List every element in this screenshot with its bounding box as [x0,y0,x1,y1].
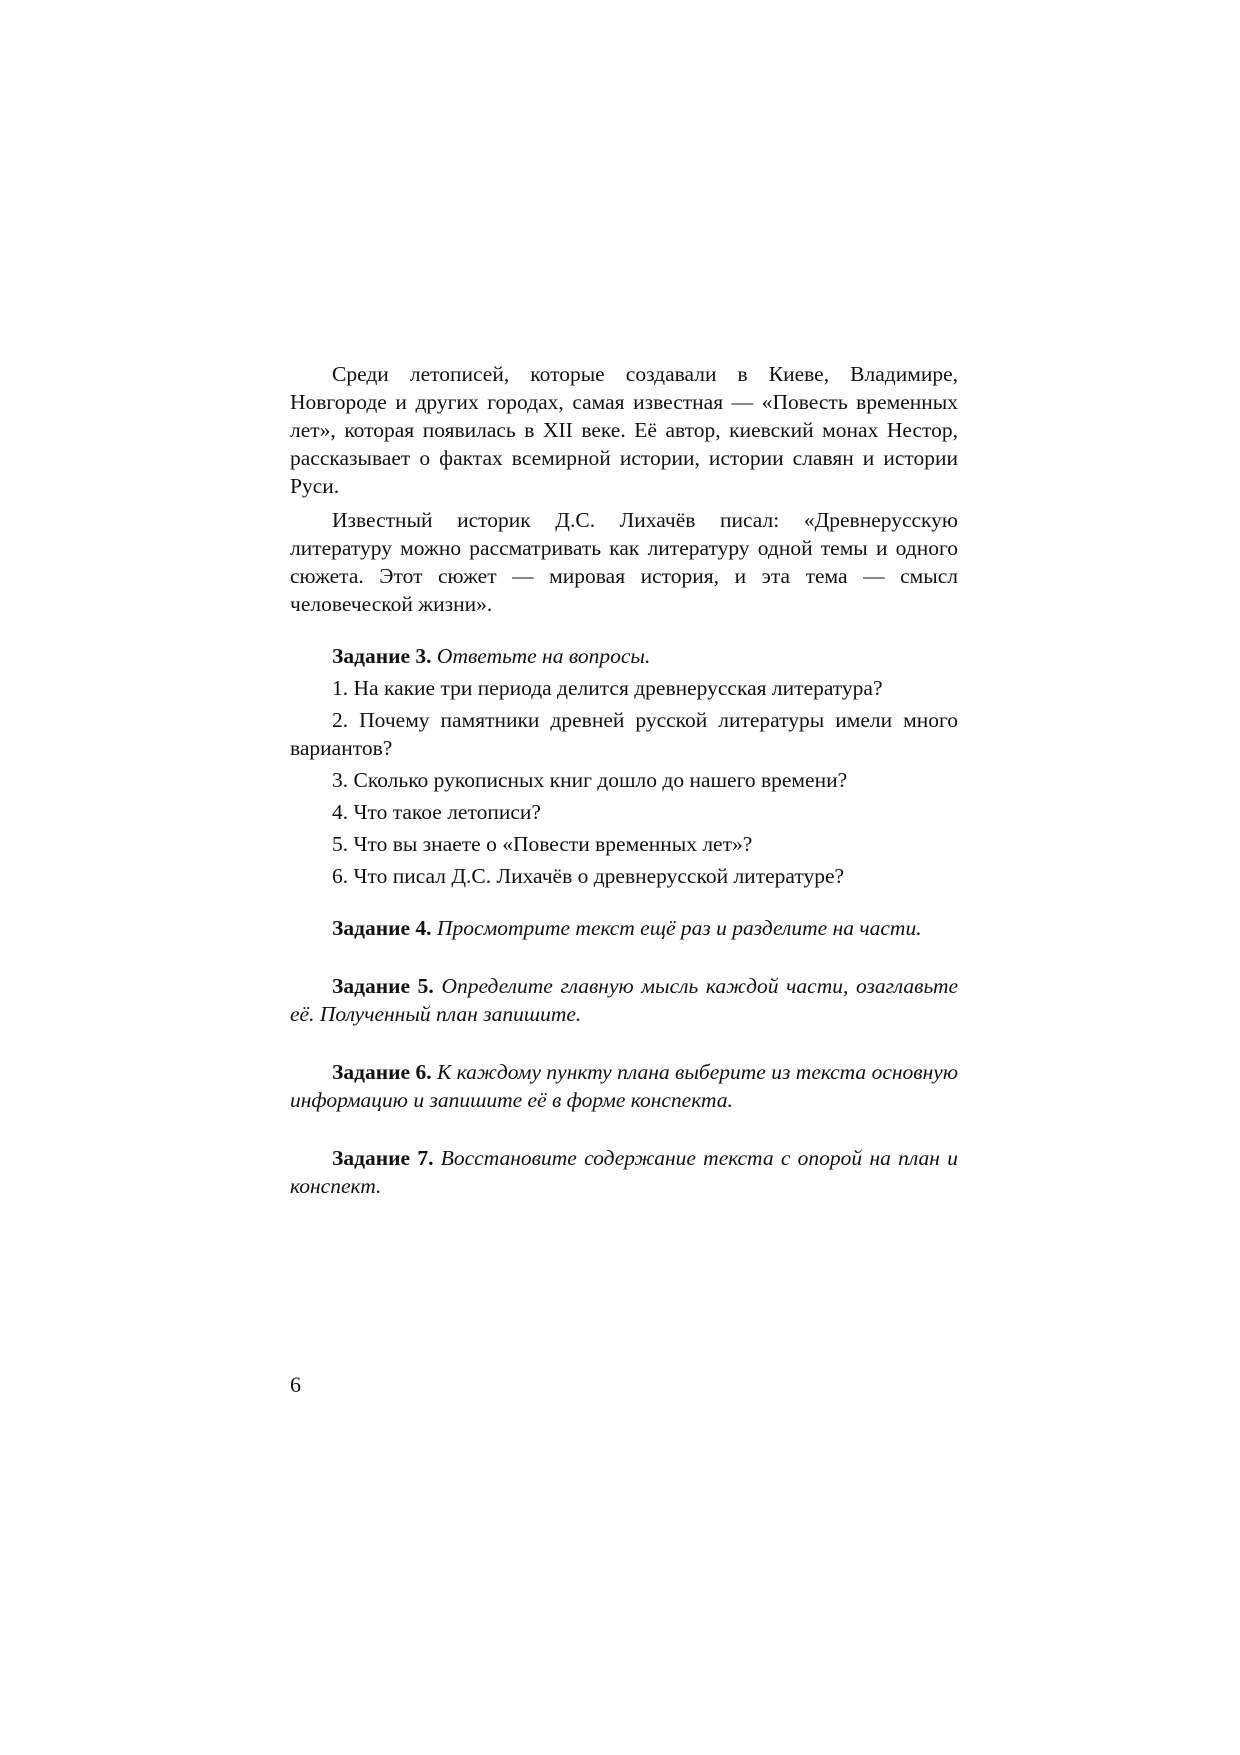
question-item: 2. Почему памятники древней русской литературы имели много вариантов? [290,708,958,760]
question-item: 1. На какие три периода делится древнерусская литература? [332,676,883,700]
question-item: 4. Что такое летописи? [332,800,541,824]
task-6 [290,1058,958,1114]
task-3 [290,642,958,890]
paragraph-chronicles: Среди летописей, которые создавали в Киеве, Владимире, Новгороде и других городах, самая известная — «Повесть временных лет», которая появилась в XII веке. Её автор, киевский монах Нестор, рассказывает о фактах всемирной истории, истории славян и истории Руси. [290,362,958,498]
task-6-label: Задание 6. [332,1060,432,1084]
task-5 [290,972,958,1028]
question-item: 3. Сколько рукописных книг дошло до нашего времени? [332,768,848,792]
paragraph-likhachev-quote: Известный историк Д.С. Лихачёв писал: «Древнерусскую литературу можно рассматривать как литературу одной темы и одного сюжета. Этот сюжет — мировая история, и эта тема — смысл человеческой жизни». [290,508,958,616]
page-content [290,360,958,1200]
task-4-instruction: Просмотрите текст ещё раз и разделите на части. [436,916,922,940]
question-item: 6. Что писал Д.С. Лихачёв о древнерусской литературе? [332,864,845,888]
task-5-label: Задание 5. [332,974,434,998]
task-3-instruction: Ответьте на вопросы. [436,644,651,668]
task-5-instruction: Определите главную мысль каждой части, озаглавьте её. Полученный план запишите. [290,974,959,1026]
task-7-instruction: Восстановите содержание текста с опорой на план и конспект. [290,1146,959,1198]
question-list [290,674,958,890]
task-6-instruction: К каждому пункту плана выберите из текста основную информацию и запишите её в форме конспекта. [290,1060,958,1112]
task-7-label: Задание 7. [332,1146,434,1170]
task-4-label: Задание 4. [332,916,432,940]
task-3-label: Задание 3. [332,644,432,668]
page-number: 6 [290,1372,301,1397]
task-4 [290,914,958,942]
task-7 [290,1144,958,1200]
question-item: 5. Что вы знаете о «Повести временных лет»? [332,832,753,856]
task-3-heading [290,642,958,670]
